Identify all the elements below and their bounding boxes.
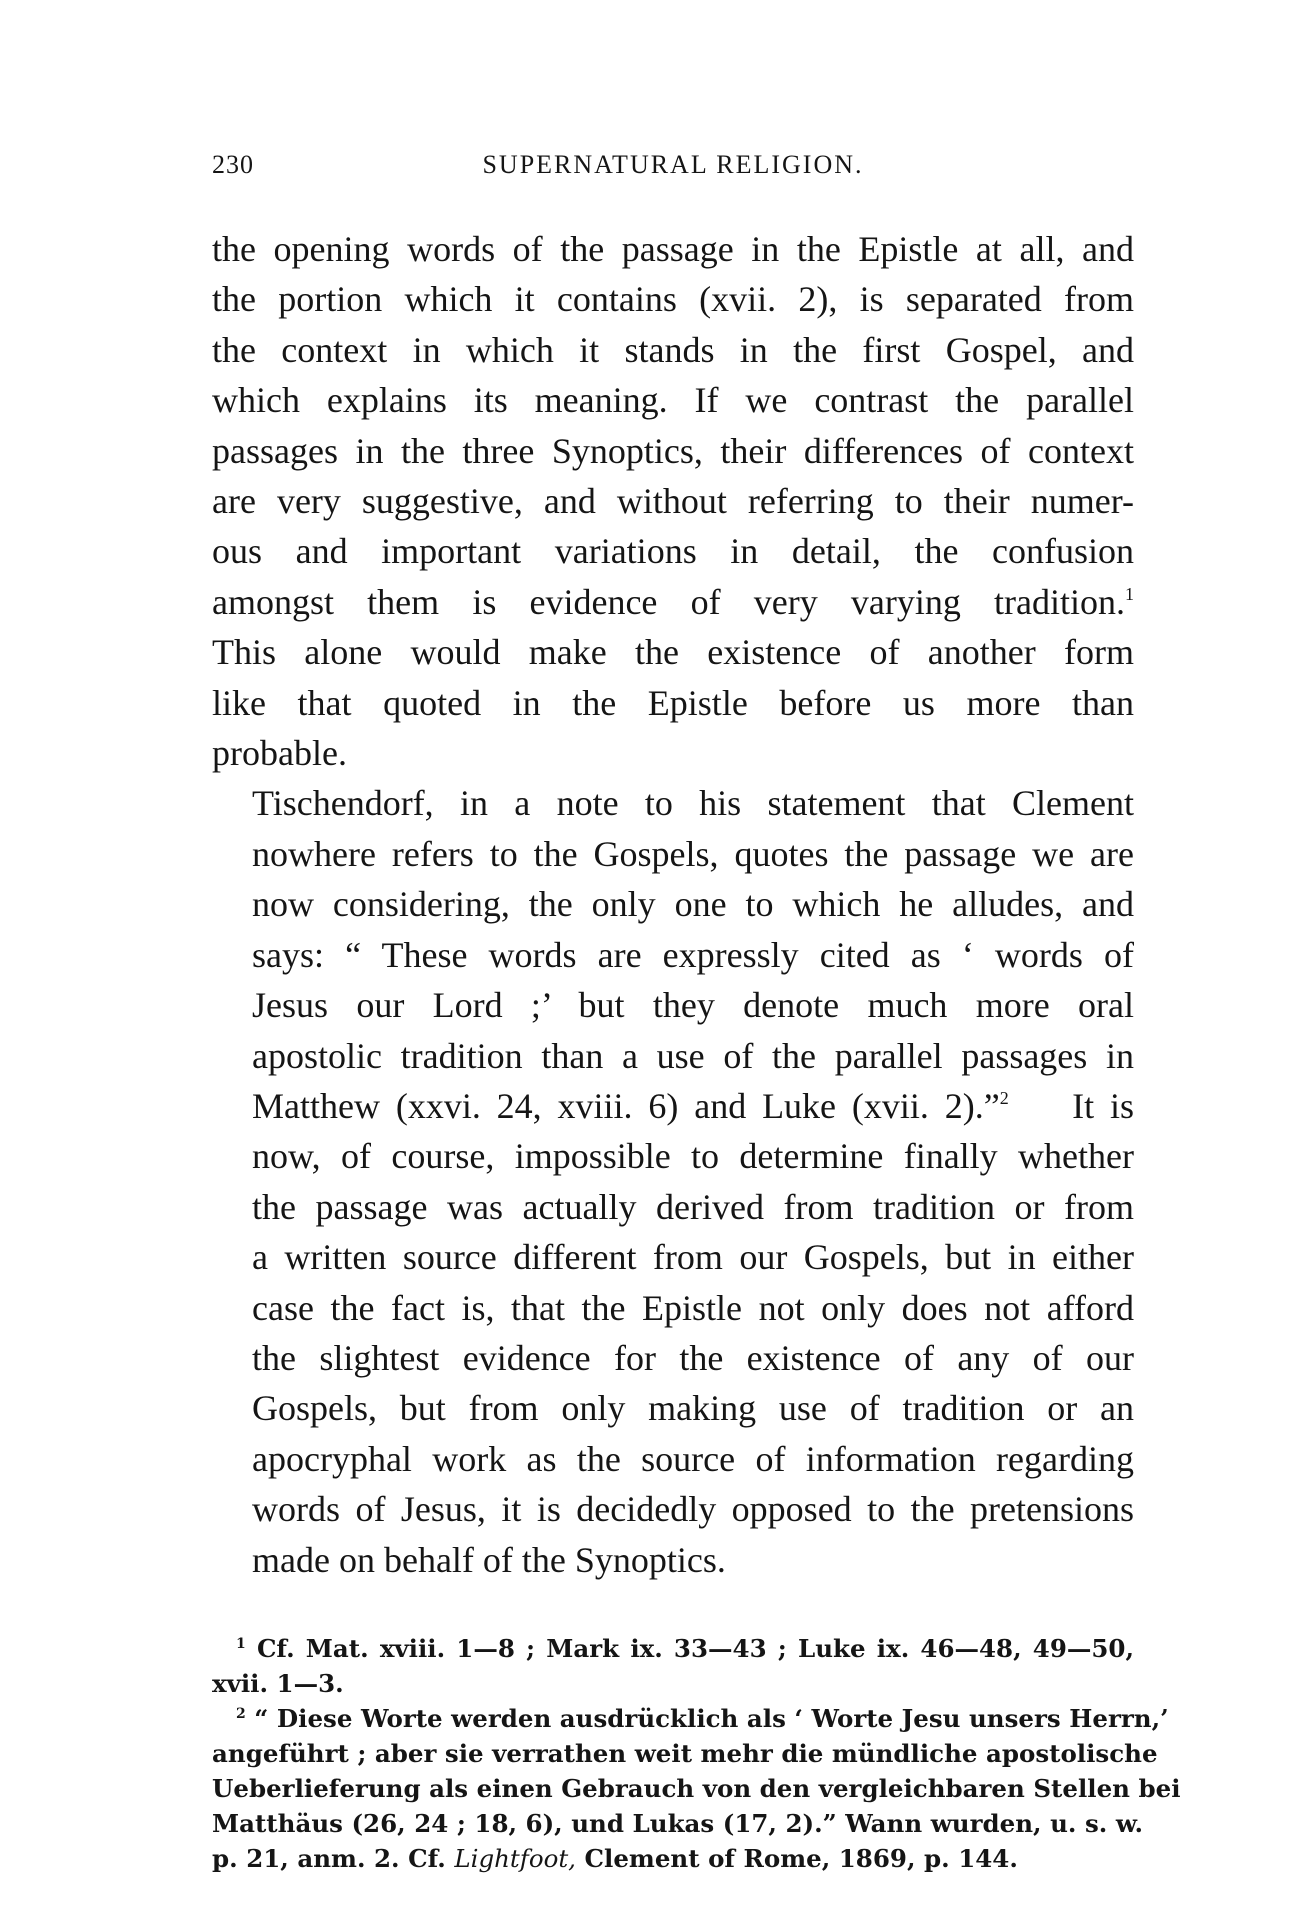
footnote-text: Cf. Mat. xviii. 1—8 ; Mark ix. 33—43 ; Luke ix. 46—48, 49—50,	[256, 1633, 1135, 1663]
text-line-tail: It is	[1072, 1085, 1135, 1126]
text-line: the opening words of the passage in the Epistle at all, and	[212, 229, 1134, 269]
running-head	[212, 150, 1134, 196]
text-line	[212, 1081, 1134, 1131]
footnote-ref-1: 1	[1125, 583, 1134, 604]
text-line: Tischendorf, in a note to his statement that Clement	[252, 783, 1134, 824]
footnote-line	[212, 1701, 1169, 1736]
footnote-line	[212, 1841, 1134, 1876]
text-line: the portion which it contains (xvii. 2), is separated from	[212, 279, 1134, 320]
text-line: the context in which it stands in the first Gospel, and	[212, 329, 1134, 370]
footnote-1	[212, 1631, 1134, 1701]
footnote-marker-1: 1	[236, 1635, 246, 1652]
footnote-text: “ Diese Worte werden ausdrücklich als ‘ Worte Jesu unsers Herrn,’	[254, 1703, 1169, 1733]
text-line: the slightest evidence for the existence of any of our	[252, 1337, 1134, 1378]
footnote-line: Matthäus (26, 24 ; 18, 6), und Lukas (17, 2).” Wann wurden, u. s. w.	[212, 1808, 1143, 1838]
text-line: are very suggestive, and without referring to their numer-	[212, 481, 1134, 522]
text-line: Gospels, but from only making use of tradition or an	[252, 1388, 1134, 1429]
text-line: like that quoted in the Epistle before us more than	[212, 682, 1134, 723]
footnote-line: xvii. 1—3.	[212, 1668, 344, 1698]
footnote-marker-2: 2	[236, 1705, 246, 1722]
body-text	[212, 224, 1134, 1585]
text-line: apocryphal work as the source of information regarding	[252, 1438, 1134, 1479]
text-line: nowhere refers to the Gospels, quotes the passage we are	[252, 833, 1134, 874]
footnote-line: angeführt ; aber sie verrathen weit mehr die mündliche apostolische	[212, 1738, 1158, 1768]
footnote-text: p. 21, anm. 2. Cf.	[212, 1843, 446, 1873]
text-line: the passage was actually derived from tradition or from	[252, 1186, 1134, 1227]
text-line	[212, 577, 1134, 627]
text-line-content: amongst them is evidence of very varying tradition.	[212, 581, 1125, 622]
footnote-line	[212, 1631, 1134, 1666]
text-line: made on behalf of the Synoptics.	[252, 1539, 726, 1580]
page-number: 230	[212, 150, 254, 179]
paragraph-2	[212, 778, 1134, 1585]
footnote-italic-author: Lightfoot,	[454, 1843, 576, 1873]
footnote-line: Ueberlieferung als einen Gebrauch von den vergleichbaren Stellen bei	[212, 1773, 1181, 1803]
text-line: apostolic tradition than a use of the parallel passages in	[252, 1035, 1134, 1076]
text-line: a written source different from our Gospels, but in either	[252, 1237, 1134, 1278]
text-line: which explains its meaning. If we contrast the parallel	[212, 380, 1134, 421]
text-line-content: Matthew (xxvi. 24, xviii. 6) and Luke (xvii. 2).”	[252, 1085, 1000, 1126]
text-line: passages in the three Synoptics, their differences of context	[212, 430, 1134, 471]
text-line: This alone would make the existence of another form	[212, 632, 1134, 673]
footnote-text: Clement of Rome, 1869, p. 144.	[584, 1843, 1018, 1873]
footnote-2	[212, 1701, 1181, 1876]
text-line: says: “ These words are expressly cited as ‘ words of	[252, 934, 1134, 975]
running-title: SUPERNATURAL RELIGION.	[482, 150, 864, 179]
footnote-ref-2: 2	[999, 1087, 1009, 1108]
text-line: Jesus our Lord ;’ but they denote much more oral	[252, 985, 1134, 1026]
footnotes	[212, 1631, 1181, 1876]
text-line: now considering, the only one to which he alludes, and	[252, 884, 1134, 925]
paragraph-1	[212, 224, 1134, 778]
text-line: words of Jesus, it is decidedly opposed to the pretensions	[252, 1489, 1134, 1530]
text-line: probable.	[212, 733, 347, 774]
text-line: ous and important variations in detail, the confusion	[212, 531, 1134, 572]
book-page	[212, 150, 1181, 1876]
text-line: now, of course, impossible to determine finally whether	[252, 1136, 1134, 1177]
text-line: case the fact is, that the Epistle not only does not afford	[252, 1287, 1134, 1328]
